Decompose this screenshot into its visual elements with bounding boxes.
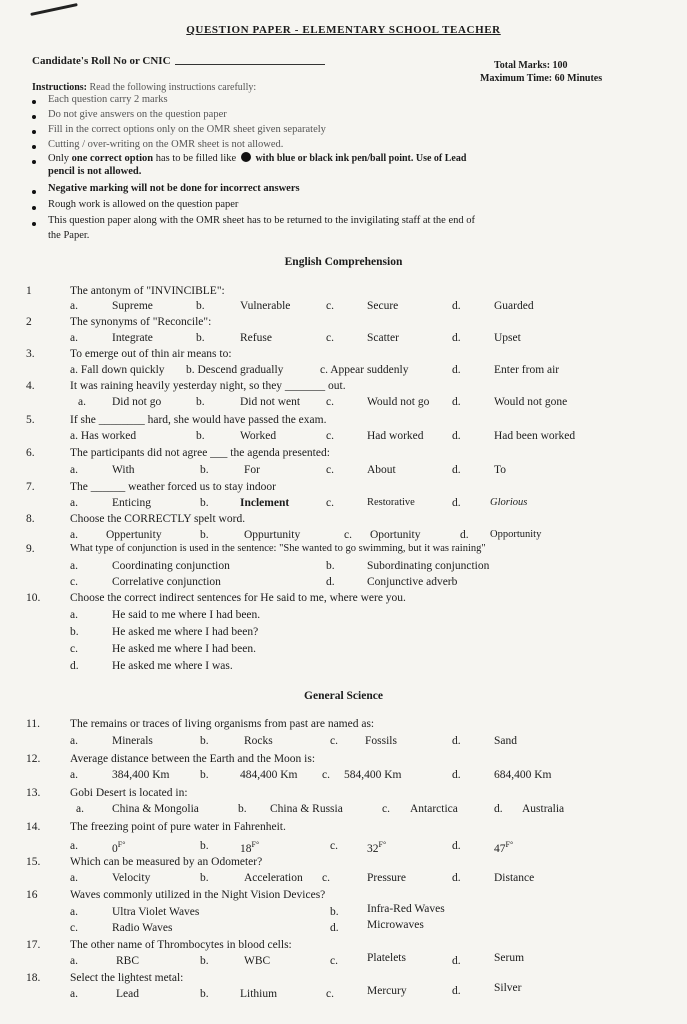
option-d: Would not gone	[494, 396, 568, 408]
option-d	[494, 840, 513, 855]
option-letter: a.	[70, 497, 78, 509]
bullet-icon	[32, 190, 36, 194]
bubble-text-1: Only	[48, 153, 72, 164]
question-text: The ______ weather forced us to stay indoor	[70, 481, 276, 493]
option-letter: d.	[452, 396, 461, 408]
option-letter: b.	[330, 906, 339, 918]
option-d: Australia	[522, 803, 565, 815]
question-text: Waves commonly utilized in the Night Vision Devices?	[70, 889, 326, 901]
instruction-item: This question paper along with the OMR sheet has to be returned to the invigilating staff at the end of	[48, 215, 476, 226]
option-c: Oportunity	[370, 529, 421, 541]
option-letter: c.	[326, 300, 334, 312]
option-value: 0	[112, 843, 118, 855]
option-c: Radio Waves	[112, 922, 173, 934]
option-b: 484,400 Km	[240, 769, 298, 781]
option-c: Correlative conjunction	[112, 576, 221, 588]
option-letter: d.	[494, 803, 503, 815]
option-letter: d.	[460, 529, 469, 541]
question-number: 12.	[26, 753, 41, 765]
option-a: Did not go	[112, 396, 162, 408]
option-d: Had been worked	[494, 430, 576, 442]
question-text: Average distance between the Earth and the Moon is:	[70, 753, 316, 765]
instruction-item: Negative marking will not be done for incorrect answers	[48, 183, 300, 194]
instructions-header	[32, 82, 256, 93]
unit-superscript: F°	[505, 840, 514, 849]
option-a: With	[112, 464, 135, 476]
question-text: Choose the CORRECTLY spelt word.	[70, 513, 246, 525]
question-number: 9.	[26, 543, 35, 555]
option-a: Lead	[116, 988, 139, 1000]
question-text: The antonym of "INVINCIBLE":	[70, 285, 225, 297]
option-d: Conjunctive adverb	[367, 576, 458, 588]
question-number: 6.	[26, 447, 35, 459]
question-text: It was raining heavily yesterday night, so they _______ out.	[70, 380, 346, 392]
option-letter: a.	[70, 769, 78, 781]
option-d: To	[494, 464, 506, 476]
option-b: Inclement	[240, 497, 290, 509]
unit-superscript: F°	[251, 840, 260, 849]
option-letter: b.	[196, 430, 205, 442]
option-a: Supreme	[112, 300, 153, 312]
instructions-label: Instructions:	[32, 82, 88, 93]
option-letter: c.	[322, 872, 330, 884]
question-text: The participants did not agree ___ the agenda presented:	[70, 447, 330, 459]
option-d: 684,400 Km	[494, 769, 552, 781]
question-number: 18.	[26, 972, 41, 984]
option-d: Microwaves	[367, 919, 424, 931]
option-value: 18	[240, 843, 252, 855]
option-letter: c.	[344, 529, 352, 541]
option-letter: d.	[452, 332, 461, 344]
option-letter: d.	[452, 955, 461, 967]
option-c: Platelets	[367, 952, 406, 964]
section-english: English Comprehension	[284, 256, 403, 268]
option-letter: d.	[452, 985, 461, 997]
option-b: Rocks	[244, 735, 273, 747]
option-b: He asked me where I had been?	[112, 626, 259, 638]
question-number: 2	[26, 316, 32, 328]
bullet-icon	[32, 222, 36, 226]
question-text: To emerge out of thin air means to:	[70, 348, 232, 360]
option-letter: d.	[452, 497, 461, 509]
option-a: a. Has worked	[70, 430, 137, 442]
unit-superscript: F°	[378, 840, 387, 849]
question-number: 5.	[26, 414, 35, 426]
option-c: Restorative	[367, 497, 415, 508]
option-letter: d.	[452, 364, 461, 376]
option-a: He said to me where I had been.	[112, 609, 261, 621]
option-b: Lithium	[240, 988, 278, 1000]
option-d: Opportunity	[490, 529, 542, 540]
option-d: Silver	[494, 982, 522, 994]
option-letter: a.	[70, 872, 78, 884]
bubble-text-3: with blue or black ink pen/ball point. Use of Lead	[255, 153, 467, 164]
option-letter: c.	[330, 735, 338, 747]
option-c: He asked me where I had been.	[112, 643, 257, 655]
option-a: Velocity	[112, 872, 151, 884]
option-letter: a.	[70, 988, 78, 1000]
bullet-icon	[32, 206, 36, 210]
instructions-intro: Read the following instructions carefully:	[89, 82, 257, 93]
option-letter: d.	[326, 576, 335, 588]
option-letter: c.	[70, 922, 78, 934]
option-a: Ultra Violet Waves	[112, 906, 200, 918]
option-letter: b.	[196, 396, 205, 408]
option-letter: b.	[326, 560, 335, 572]
option-c: 584,400 Km	[344, 769, 402, 781]
option-b: For	[244, 464, 260, 476]
option-a: 384,400 Km	[112, 769, 170, 781]
option-letter: a.	[70, 464, 78, 476]
option-value: 32	[367, 843, 379, 855]
filled-bubble-icon	[241, 152, 251, 162]
instruction-item-bubble	[48, 152, 466, 165]
option-letter: b.	[200, 840, 209, 852]
question-number: 1	[26, 285, 32, 297]
question-text: Gobi Desert is located in:	[70, 787, 188, 799]
option-letter: c.	[382, 803, 390, 815]
option-letter: c.	[326, 332, 334, 344]
option-a: RBC	[116, 955, 140, 967]
option-letter: a.	[70, 560, 78, 572]
instruction-item-bubble-cont: pencil is not allowed.	[48, 166, 142, 177]
total-marks: Total Marks: 100	[494, 60, 568, 71]
option-letter: c.	[326, 430, 334, 442]
option-letter: a.	[70, 735, 78, 747]
question-text: The other name of Thrombocytes in blood cells:	[70, 939, 292, 951]
roll-number-label: Candidate's Roll No or CNIC	[32, 55, 171, 67]
option-letter: d.	[452, 300, 461, 312]
option-letter: b.	[200, 988, 209, 1000]
option-letter: b.	[196, 300, 205, 312]
option-a: Coordinating conjunction	[112, 560, 230, 572]
bullet-icon	[32, 100, 36, 104]
option-c: Secure	[367, 300, 399, 312]
question-text: Choose the correct indirect sentences for He said to me, where were you.	[70, 592, 406, 604]
option-c: About	[367, 464, 396, 476]
instruction-item: Each question carry 2 marks	[48, 94, 168, 105]
option-c	[367, 840, 386, 855]
instruction-item: Cutting / over-writing on the OMR sheet is not allowed.	[48, 139, 284, 150]
option-letter: a.	[70, 840, 78, 852]
section-science: General Science	[304, 690, 383, 702]
option-b: Oppurtunity	[244, 529, 301, 541]
bullet-icon	[32, 160, 36, 164]
question-number: 11.	[26, 718, 40, 730]
instruction-item: Rough work is allowed on the question paper	[48, 199, 239, 210]
option-b: Refuse	[240, 332, 272, 344]
question-number: 16	[26, 889, 38, 901]
bullet-icon	[32, 145, 36, 149]
option-letter: d.	[452, 872, 461, 884]
option-c: Pressure	[367, 872, 406, 884]
option-letter: d.	[452, 464, 461, 476]
option-letter: d.	[452, 769, 461, 781]
option-letter: c.	[330, 840, 338, 852]
option-b: China & Russia	[270, 803, 343, 815]
option-c: Mercury	[367, 985, 407, 997]
option-b: Subordinating conjunction	[367, 560, 490, 572]
option-b: Did not went	[240, 396, 301, 408]
option-c: Antarctica	[410, 803, 458, 815]
option-letter: d.	[452, 735, 461, 747]
option-a: Oppertunity	[106, 529, 162, 541]
question-text: Select the lightest metal:	[70, 972, 184, 984]
question-number: 13.	[26, 787, 41, 799]
question-text: If she ________ hard, she would have passed the exam.	[70, 414, 327, 426]
option-a: China & Mongolia	[112, 803, 199, 815]
option-letter: c.	[70, 643, 78, 655]
option-letter: a.	[70, 300, 78, 312]
option-letter: b.	[200, 955, 209, 967]
option-b: Vulnerable	[240, 300, 291, 312]
question-text: What type of conjunction is used in the sentence: "She wanted to go swimming, but it was raining"	[70, 543, 486, 554]
option-letter: a.	[70, 529, 78, 541]
bullet-icon	[32, 130, 36, 134]
question-number: 10.	[26, 592, 41, 604]
max-time: Maximum Time: 60 Minutes	[480, 73, 603, 84]
question-number: 7.	[26, 481, 35, 493]
option-letter: a.	[70, 906, 78, 918]
option-c: Scatter	[367, 332, 399, 344]
option-a: Minerals	[112, 735, 153, 747]
bullet-icon	[32, 115, 36, 119]
option-letter: d.	[452, 840, 461, 852]
roll-number-line	[175, 64, 325, 65]
option-letter: b.	[200, 735, 209, 747]
option-d: Upset	[494, 332, 521, 344]
option-letter: b.	[196, 332, 205, 344]
option-c: Had worked	[367, 430, 424, 442]
bubble-text-2: has to be filled like	[153, 153, 239, 164]
option-d: Sand	[494, 735, 517, 747]
option-a	[112, 840, 125, 855]
option-letter: a.	[76, 803, 84, 815]
option-d: Serum	[494, 952, 525, 964]
question-number: 14.	[26, 821, 41, 833]
option-letter: a.	[78, 396, 86, 408]
question-number: 17.	[26, 939, 41, 951]
option-letter: b.	[200, 769, 209, 781]
option-a: Enticing	[112, 497, 151, 509]
option-letter: b.	[238, 803, 247, 815]
paper-title: QUESTION PAPER - ELEMENTARY SCHOOL TEACHER	[186, 24, 501, 36]
option-letter: a.	[70, 955, 78, 967]
instruction-item: Fill in the correct options only on the OMR sheet given separately	[48, 124, 326, 135]
question-number: 4.	[26, 380, 35, 392]
option-a: a. Fall down quickly	[70, 364, 165, 376]
option-letter: c.	[326, 396, 334, 408]
option-letter: c.	[326, 988, 334, 1000]
option-b: Acceleration	[244, 872, 303, 884]
instruction-item-cont: the Paper.	[48, 230, 90, 241]
option-letter: b.	[200, 529, 209, 541]
option-letter: a.	[70, 609, 78, 621]
bubble-text-bold: one correct option	[71, 153, 154, 164]
unit-superscript: F°	[117, 840, 126, 849]
option-b: Worked	[240, 430, 277, 442]
option-d: Enter from air	[494, 364, 560, 376]
option-c: Fossils	[365, 735, 397, 747]
option-letter: d.	[70, 660, 79, 672]
question-text: The remains or traces of living organisms from past are named as:	[70, 718, 375, 730]
option-letter: c.	[326, 464, 334, 476]
option-letter: b.	[200, 872, 209, 884]
pen-mark	[30, 3, 78, 16]
option-d: Guarded	[494, 300, 534, 312]
option-letter: d.	[452, 430, 461, 442]
instruction-item: Do not give answers on the question paper	[48, 109, 227, 120]
option-c: Would not go	[367, 396, 430, 408]
option-letter: c.	[70, 576, 78, 588]
option-value: 47	[494, 843, 506, 855]
option-d: He asked me where I was.	[112, 660, 233, 672]
question-text: Which can be measured by an Odometer?	[70, 856, 263, 868]
option-b: b. Descend gradually	[186, 364, 284, 376]
option-b: Infra-Red Waves	[367, 903, 445, 915]
question-text: The synonyms of "Reconcile":	[70, 316, 212, 328]
option-d: Glorious	[490, 497, 528, 508]
question-number: 8.	[26, 513, 35, 525]
option-letter: c.	[326, 497, 334, 509]
option-b: WBC	[244, 955, 271, 967]
option-letter: b.	[200, 497, 209, 509]
option-d: Distance	[494, 872, 535, 884]
question-text: The freezing point of pure water in Fahrenheit.	[70, 821, 286, 833]
option-letter: a.	[70, 332, 78, 344]
option-letter: d.	[330, 922, 339, 934]
roll-number-field[interactable]	[32, 55, 325, 67]
option-c: c. Appear suddenly	[320, 364, 409, 376]
option-letter: c.	[330, 955, 338, 967]
question-number: 15.	[26, 856, 41, 868]
option-b	[240, 840, 259, 855]
option-letter: c.	[322, 769, 330, 781]
question-number: 3.	[26, 348, 35, 360]
option-letter: b.	[70, 626, 79, 638]
option-a: Integrate	[112, 332, 153, 344]
option-letter: b.	[200, 464, 209, 476]
